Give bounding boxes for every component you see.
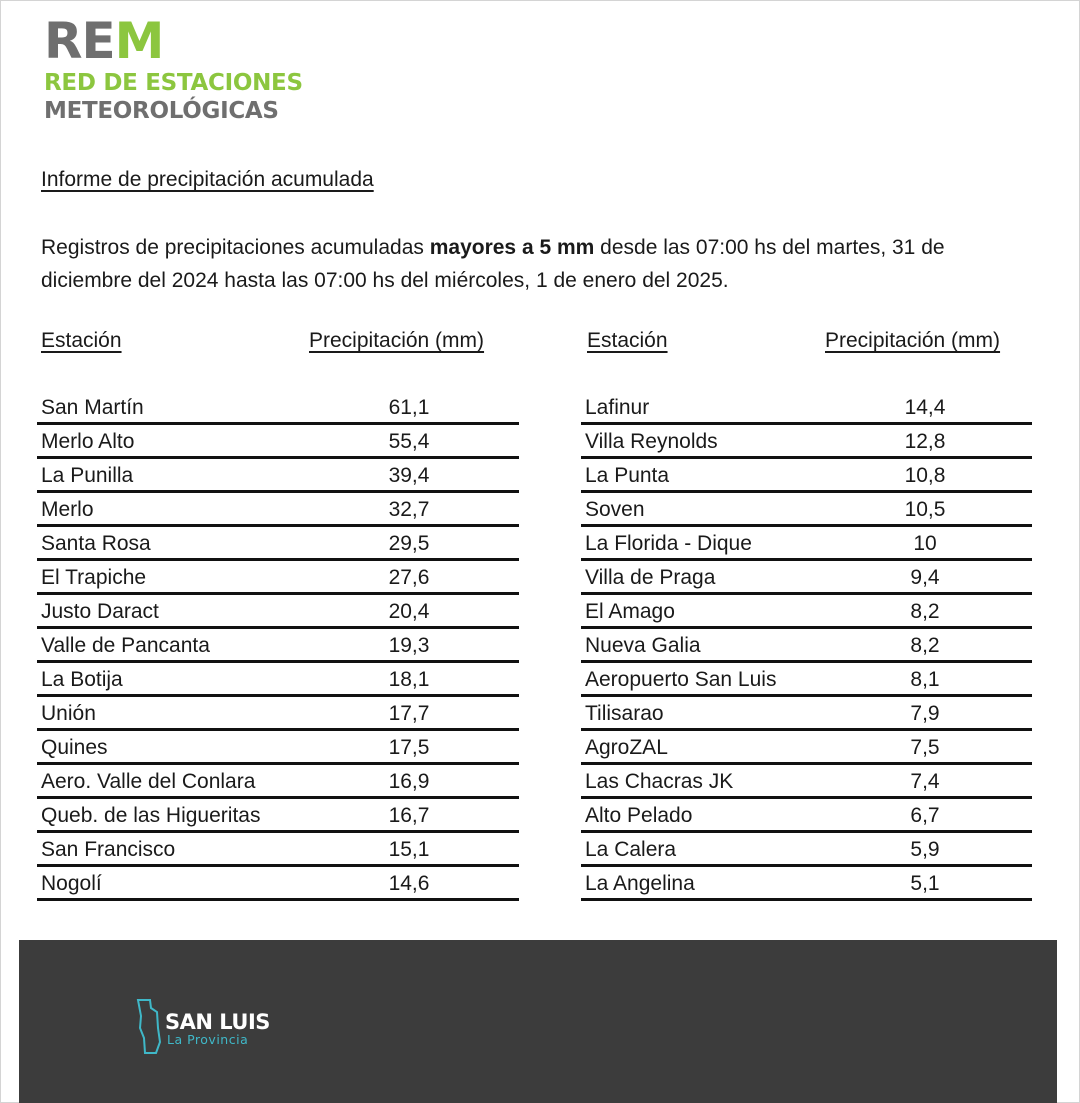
station-name: Las Chacras JK (585, 770, 734, 793)
table-row (581, 731, 1032, 765)
station-name: Merlo (41, 498, 94, 521)
precipitation-value: 61,1 (388, 396, 430, 419)
station-name: Aero. Valle del Conlara (41, 770, 256, 793)
station-name: La Calera (585, 838, 677, 861)
station-name: Villa de Praga (585, 566, 716, 589)
precipitation-value: 16,9 (388, 770, 430, 793)
station-name: Nueva Galia (585, 634, 701, 657)
report-title: Informe de precipitación acumulada (41, 168, 374, 191)
table-row (37, 561, 519, 595)
precipitation-value: 55,4 (388, 430, 430, 453)
precipitation-value: 27,6 (388, 566, 430, 589)
table-row (581, 391, 1032, 425)
rem-logo (44, 13, 303, 125)
station-name: La Florida - Dique (585, 532, 752, 555)
precipitation-value: 17,5 (388, 736, 430, 759)
station-name: Valle de Pancanta (41, 634, 210, 657)
table-row (581, 867, 1032, 901)
footer-subtitle: La Provincia (167, 1032, 249, 1047)
table-row (37, 765, 519, 799)
table-row (37, 867, 519, 901)
station-name: El Amago (585, 600, 675, 623)
table-row (581, 493, 1032, 527)
precipitation-value: 9,4 (910, 566, 940, 589)
table-row (581, 595, 1032, 629)
station-name: Soven (585, 498, 645, 521)
station-name: Lafinur (585, 396, 650, 419)
precipitation-value: 17,7 (388, 702, 430, 725)
table-row (37, 731, 519, 765)
precipitation-value: 5,1 (910, 872, 940, 895)
threshold-text: mayores a 5 mm (429, 236, 595, 259)
san-luis-province-map-icon (135, 998, 163, 1056)
san-luis-logo (135, 998, 275, 1054)
table-header (581, 329, 1032, 361)
header-precipitation: Precipitación (mm) (825, 329, 1001, 352)
report-description: Registros de precipitaciones acumuladas mayores a 5 mm desde las 07:00 hs del martes, 31 de diciembre del 2024 hasta las 07:00 hs del miércoles, 1 de enero del 2025. (41, 236, 945, 292)
table-row (37, 425, 519, 459)
station-name: Santa Rosa (41, 532, 151, 555)
precipitation-value: 6,7 (910, 804, 940, 827)
station-name: Queb. de las Higueritas (41, 804, 261, 827)
precipitation-value: 15,1 (388, 838, 430, 861)
station-name: Tilisarao (585, 702, 664, 725)
table-row (581, 527, 1032, 561)
table-row (37, 391, 519, 425)
precipitation-value: 14,6 (388, 872, 430, 895)
table-row (37, 459, 519, 493)
station-name: AgroZAL (585, 736, 668, 759)
precipitation-value: 8,2 (910, 634, 940, 657)
precipitation-value: 7,9 (910, 702, 940, 725)
table-row (581, 459, 1032, 493)
precipitation-value: 12,8 (904, 430, 946, 453)
table-row (581, 765, 1032, 799)
precipitation-value: 39,4 (388, 464, 430, 487)
station-name: La Angelina (585, 872, 695, 895)
precipitation-value: 10,8 (904, 464, 946, 487)
table-row (581, 561, 1032, 595)
table-row (37, 833, 519, 867)
station-name: San Martín (41, 396, 144, 419)
station-name: Quines (41, 736, 108, 759)
table-row (37, 799, 519, 833)
precipitation-value: 14,4 (904, 396, 946, 419)
table-row (581, 663, 1032, 697)
footer-brand: SAN LUIS (165, 1010, 270, 1034)
table-row (37, 663, 519, 697)
table-row (581, 799, 1032, 833)
precipitation-value: 19,3 (388, 634, 430, 657)
station-name: Nogolí (41, 872, 102, 895)
table-row (581, 833, 1032, 867)
table-row (37, 493, 519, 527)
table-row (37, 697, 519, 731)
precipitation-value: 7,4 (910, 770, 940, 793)
station-name: Villa Reynolds (585, 430, 718, 453)
precipitation-value: 10,5 (904, 498, 946, 521)
station-name: La Botija (41, 668, 123, 691)
logo-line-2: METEOROLÓGICAS (44, 98, 279, 124)
precipitation-value: 8,2 (910, 600, 940, 623)
station-name: Aeropuerto San Luis (585, 668, 777, 691)
table-row (581, 697, 1032, 731)
precipitation-value: 29,5 (388, 532, 430, 555)
precipitation-value: 5,9 (910, 838, 940, 861)
precipitation-value: 16,7 (388, 804, 430, 827)
table-header (37, 329, 519, 361)
footer-banner (19, 940, 1057, 1103)
table-row (37, 527, 519, 561)
precipitation-value: 32,7 (388, 498, 430, 521)
table-row (37, 595, 519, 629)
logo-line-1: RED DE ESTACIONES (44, 70, 303, 96)
header-precipitation: Precipitación (mm) (309, 329, 485, 352)
table-rows (37, 391, 519, 901)
station-name: Unión (41, 702, 96, 725)
station-name: Merlo Alto (41, 430, 135, 453)
table-rows (581, 391, 1032, 901)
station-name: San Francisco (41, 838, 176, 861)
logo-abbrev: REM (44, 12, 164, 70)
precipitation-value: 8,1 (910, 668, 940, 691)
station-name: La Punta (585, 464, 670, 487)
precipitation-value: 10 (913, 532, 937, 555)
precipitation-value: 18,1 (388, 668, 430, 691)
station-name: El Trapiche (41, 566, 147, 589)
table-row (37, 629, 519, 663)
stations-table-left (37, 329, 519, 901)
precipitation-value: 7,5 (910, 736, 940, 759)
header-station: Estación (41, 329, 122, 352)
station-name: La Punilla (41, 464, 134, 487)
station-name: Alto Pelado (585, 804, 693, 827)
stations-table-right (581, 329, 1032, 901)
header-station: Estación (587, 329, 668, 352)
table-row (581, 629, 1032, 663)
table-row (581, 425, 1032, 459)
station-name: Justo Daract (41, 600, 159, 623)
precipitation-value: 20,4 (388, 600, 430, 623)
